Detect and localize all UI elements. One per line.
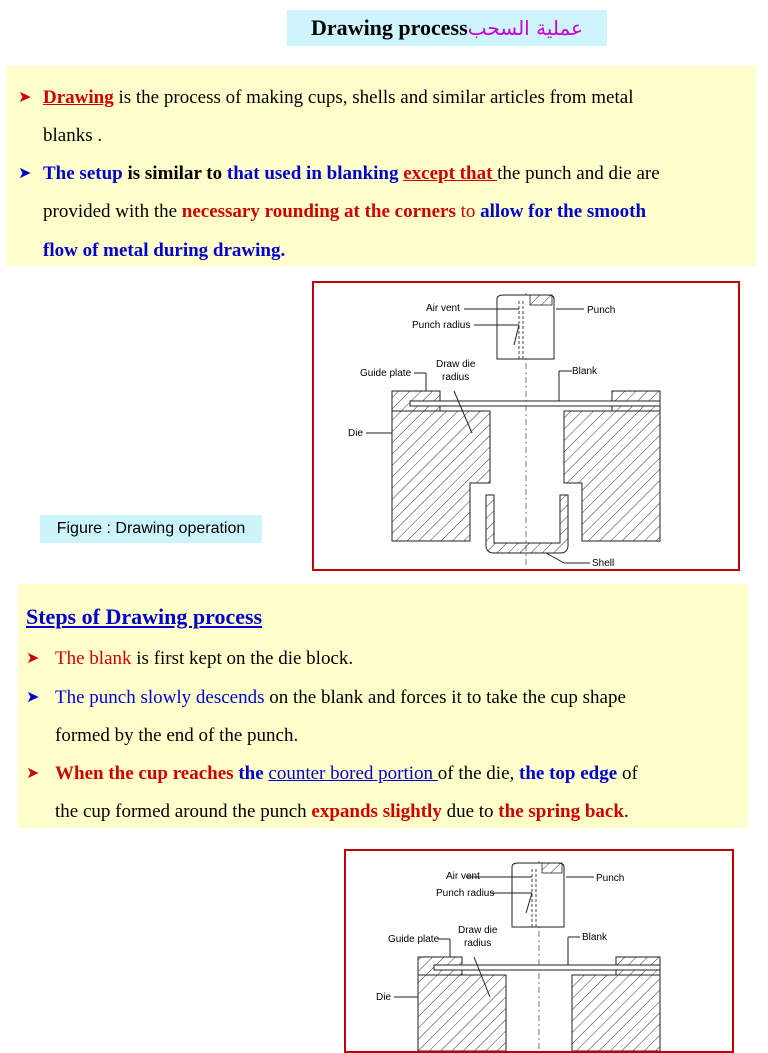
counter-bored-portion: counter bored portion bbox=[268, 763, 438, 784]
figure-drawing-operation bbox=[312, 281, 740, 571]
bullet-arrow-icon: ➤ bbox=[26, 765, 40, 782]
label-air-vent-2: Air vent bbox=[446, 871, 480, 882]
label-draw-die-1-2: Draw die bbox=[458, 925, 498, 936]
die-punch-diagram-2 bbox=[346, 851, 732, 1051]
step-3-cont: the cup formed around the punch expands slightly due to the spring back. bbox=[55, 801, 629, 822]
label-blank-2: Blank bbox=[582, 932, 608, 943]
step-1: The blank is first kept on the die block. bbox=[55, 648, 354, 669]
figure-drawing-operation-2 bbox=[344, 849, 734, 1053]
step-2-cont: formed by the end of the punch. bbox=[55, 725, 299, 746]
bullet-arrow-icon: ➤ bbox=[26, 650, 40, 667]
intro-line-2: blanks . bbox=[43, 125, 103, 146]
label-shell: Shell bbox=[592, 558, 615, 569]
intro-line-3: The setup is similar to that used in blanking except that the punch and die are bbox=[43, 163, 660, 184]
bullet-arrow-icon: ➤ bbox=[18, 165, 32, 182]
label-guide-plate: Guide plate bbox=[360, 368, 412, 379]
step-3: When the cup reaches the counter bored portion of the die, the top edge of bbox=[55, 763, 638, 784]
intro-text-1: is the process of making cups, shells and similar articles from metal bbox=[113, 87, 634, 108]
bullet-arrow-icon: ➤ bbox=[26, 689, 40, 706]
term-drawing: Drawing bbox=[43, 87, 114, 108]
label-draw-die-1: Draw die bbox=[436, 359, 476, 370]
intro-line-5: flow of metal during drawing. bbox=[43, 240, 286, 261]
except-that: except that bbox=[403, 163, 498, 184]
label-draw-die-2-2: radius bbox=[464, 938, 492, 949]
label-punch-radius: Punch radius bbox=[412, 320, 471, 331]
title-arabic: عملية السحب bbox=[467, 16, 583, 40]
label-guide-plate-2: Guide plate bbox=[388, 934, 440, 945]
term-setup: The setup bbox=[43, 163, 123, 184]
label-punch-radius-2: Punch radius bbox=[436, 888, 495, 899]
die-punch-diagram bbox=[314, 283, 738, 569]
label-draw-die-2: radius bbox=[442, 372, 470, 383]
title-english: Drawing process bbox=[311, 15, 468, 40]
label-blank: Blank bbox=[572, 366, 598, 377]
page-title bbox=[287, 10, 607, 46]
label-air-vent: Air vent bbox=[426, 303, 460, 314]
intro-line-1 bbox=[43, 86, 747, 110]
label-die: Die bbox=[348, 428, 364, 439]
figure-caption: Figure : Drawing operation bbox=[40, 515, 262, 543]
label-punch-2: Punch bbox=[596, 873, 625, 884]
bullet-arrow-icon: ➤ bbox=[18, 89, 32, 106]
label-die-2: Die bbox=[376, 992, 392, 1003]
label-punch: Punch bbox=[587, 305, 616, 316]
step-2: The punch slowly descends on the blank and forces it to take the cup shape bbox=[55, 687, 626, 708]
steps-heading: Steps of Drawing process bbox=[26, 604, 263, 629]
intro-line-4: provided with the necessary rounding at the corners to allow for the smooth bbox=[43, 201, 647, 222]
